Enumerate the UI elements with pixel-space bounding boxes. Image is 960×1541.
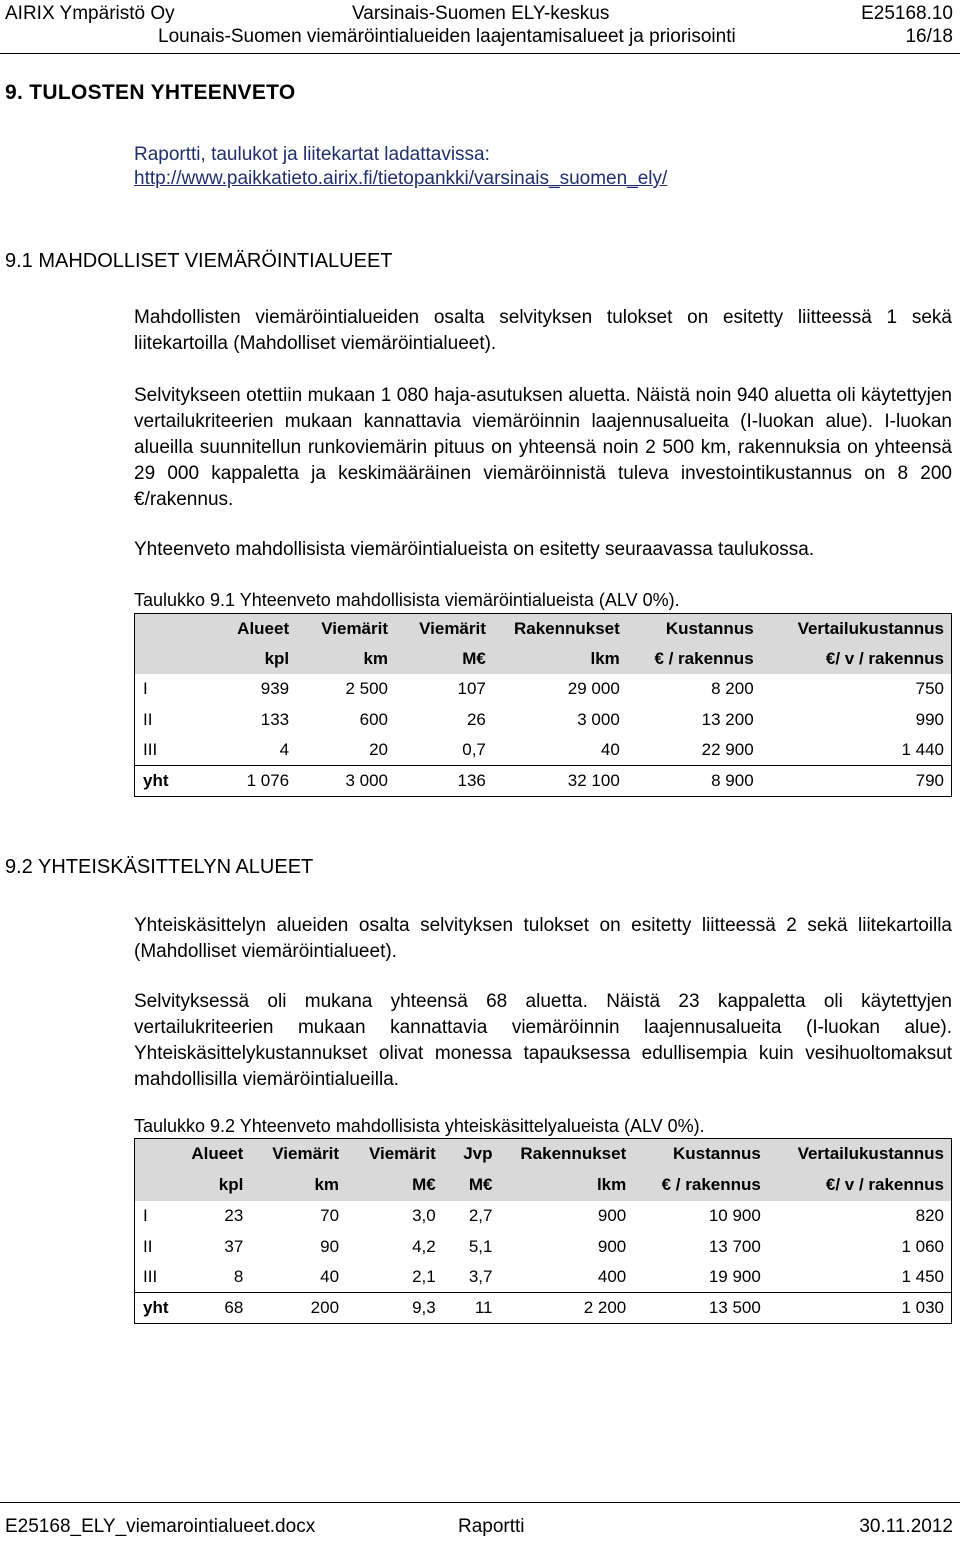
table-9-2: [134, 1138, 952, 1324]
unit-cell: kpl: [199, 645, 296, 674]
table-cell: 900: [597, 1206, 627, 1225]
table-cell: 29 000: [567, 679, 620, 698]
table-cell: 40: [600, 739, 620, 759]
unit-cell: M€: [395, 645, 493, 674]
table-header-row: [135, 1139, 952, 1170]
unit-cell: kpl: [184, 1170, 250, 1201]
footer-filename: E25168_ELY_viemarointialueet.docx: [5, 1516, 316, 1537]
download-text: Raportti, taulukot ja liitekartat ladattavissa:: [134, 144, 490, 165]
header-cell: Alueet: [199, 614, 296, 645]
subsection-title-9-2: 9.2 YHTEISKÄSITTELYN ALUEET: [5, 856, 314, 878]
table-cell: 750: [915, 679, 944, 698]
table-cell: 13 700: [708, 1236, 761, 1256]
header-company: AIRIX Ympäristö Oy: [5, 3, 175, 24]
total-cell: 1 030: [768, 1293, 952, 1324]
table-row: [135, 1201, 952, 1232]
total-cell: yht: [135, 1293, 185, 1324]
table-cell: 400: [597, 1266, 627, 1286]
table-cell: 26: [466, 709, 486, 729]
paragraph-9-1-results: Selvitykseen otettiin mukaan 1 080 haja-asutuksen aluetta. Näistä noin 940 aluetta oli käytettyjen vertailukriteerien mukaan kannattavia viemäröinnin laajennusalueita (I-luokan alue). I-luokan alueilla suunnitellun runkoviemärin pituus on yhteensä noin 2 500 km, rakennuksia on yhteensä 29 000 kappaletta ja keskimääräinen viemäröinnistä tuleva investointikustannus on 8 200 €/rakennus.: [134, 385, 952, 510]
unit-cell: € / rakennus: [627, 645, 761, 674]
unit-cell: km: [296, 645, 395, 674]
paragraph-9-1-summary: Yhteenveto mahdollisista viemäröintialueista on esitetty seuraavassa taulukossa.: [134, 539, 815, 560]
footer-divider: [0, 1502, 960, 1503]
total-cell: 790: [761, 766, 952, 797]
table-cell: 8 200: [711, 679, 754, 698]
unit-cell: [135, 645, 200, 674]
header-cell: Vertailukustannus: [761, 614, 952, 645]
table-cell: II: [143, 1236, 153, 1256]
table-cell: 3,7: [468, 1266, 493, 1286]
unit-cell: lkm: [493, 645, 627, 674]
paragraph-9-2-results: Selvityksessä oli mukana yhteensä 68 aluetta. Näistä 23 kappaletta oli käytettyjen vertailukriteerien mukaan kannattavia viemäröinnin laajennusalueita (I-luokan alue). Yhteiskäsittelykustannukset olivat monessa tapauksessa edullisempia kuin vesihuoltomaksut mahdollisilla viemäröintialueilla.: [134, 991, 952, 1090]
table-total-row: [135, 1293, 952, 1324]
table-row: [135, 1262, 952, 1293]
header-cell: Kustannus: [633, 1139, 768, 1170]
section-title: 9. TULOSTEN YHTEENVETO: [5, 81, 296, 104]
table-cell: 2,7: [468, 1206, 493, 1225]
table-unit-row: [135, 645, 952, 674]
table-unit-row: [135, 1170, 952, 1201]
table-9-1-caption: Taulukko 9.1 Yhteenveto mahdollisista viemäröintialueista (ALV 0%).: [134, 590, 680, 610]
total-cell: 13 500: [633, 1293, 768, 1324]
header-divider: [0, 53, 960, 54]
header-project-number: E25168.10: [861, 3, 953, 24]
header-cell: Viemärit: [296, 614, 395, 645]
header-cell: Vertailukustannus: [768, 1139, 952, 1170]
total-cell: 32 100: [493, 766, 627, 797]
table-cell: 1 440: [901, 739, 944, 759]
header-client: Varsinais-Suomen ELY-keskus: [352, 3, 610, 24]
table-cell: 900: [597, 1236, 627, 1256]
total-cell: 3 000: [296, 766, 395, 797]
unit-cell: €/ v / rakennus: [761, 645, 952, 674]
table-cell: 13 200: [701, 709, 754, 729]
footer-document-type: Raportti: [458, 1516, 525, 1537]
table-cell: 19 900: [708, 1266, 761, 1286]
header-cell: [135, 1139, 185, 1170]
total-cell: 200: [250, 1293, 346, 1324]
download-link[interactable]: http://www.paikkatieto.airix.fi/tietopankki/varsinais_suomen_ely/: [134, 168, 668, 189]
unit-cell: € / rakennus: [633, 1170, 768, 1201]
total-cell: 68: [184, 1293, 250, 1324]
table-cell: 990: [915, 709, 944, 729]
total-cell: 8 900: [627, 766, 761, 797]
table-cell: 4,2: [412, 1236, 436, 1256]
table-cell: 40: [320, 1266, 340, 1286]
table-cell: II: [143, 709, 153, 729]
table-9-1: [134, 613, 952, 797]
total-cell: 136: [395, 766, 493, 797]
unit-cell: €/ v / rakennus: [768, 1170, 952, 1201]
table-cell: 1 450: [901, 1266, 944, 1286]
table-cell: I: [143, 1206, 148, 1225]
total-cell: yht: [135, 766, 200, 797]
table-row: [135, 1232, 952, 1262]
table-cell: 90: [320, 1236, 340, 1256]
table-cell: 70: [320, 1206, 340, 1225]
table-cell: I: [143, 679, 148, 698]
unit-cell: M€: [443, 1170, 500, 1201]
table-9-2-caption: Taulukko 9.2 Yhteenveto mahdollisista yhteiskäsittelyalueista (ALV 0%).: [134, 1116, 705, 1136]
table-cell: 10 900: [708, 1206, 761, 1225]
table-cell: 820: [915, 1206, 944, 1225]
header-cell: Viemärit: [395, 614, 493, 645]
table-row: [135, 705, 952, 735]
header-cell: Rakennukset: [499, 1139, 633, 1170]
table-cell: 3 000: [577, 709, 620, 729]
total-cell: 1 076: [199, 766, 296, 797]
table-cell: 1 060: [901, 1236, 944, 1256]
download-block: [134, 143, 667, 191]
header-document-title: Lounais-Suomen viemäröintialueiden laajentamisalueet ja priorisointi: [158, 26, 736, 47]
header-cell: [135, 614, 200, 645]
table-cell: III: [143, 739, 158, 759]
table-cell: 3,0: [412, 1206, 436, 1225]
table-cell: 5,1: [468, 1236, 493, 1256]
table-row: [135, 735, 952, 766]
table-total-row: [135, 766, 952, 797]
table-cell: 939: [260, 679, 290, 698]
paragraph-9-1-intro: Mahdollisten viemäröintialueiden osalta selvityksen tulokset on esitetty liitteessä 1 sekä liitekartoilla (Mahdolliset viemäröintialueet).: [134, 307, 952, 354]
table-cell: 0,7: [462, 739, 486, 759]
total-cell: 2 200: [499, 1293, 633, 1324]
subsection-title-9-1: 9.1 MAHDOLLISET VIEMÄRÖINTIALUEET: [5, 250, 393, 272]
unit-cell: km: [250, 1170, 346, 1201]
header-cell: Viemärit: [250, 1139, 346, 1170]
table-cell: 8: [233, 1266, 244, 1286]
header-page-number: 16/18: [905, 26, 953, 47]
paragraph-9-2-intro: Yhteiskäsittelyn alueiden osalta selvityksen tulokset on esitetty liitteessä 2 sekä liitekartoilla (Mahdolliset viemäröintialueet).: [134, 915, 952, 962]
table-header-row: [135, 614, 952, 645]
table-cell: III: [143, 1266, 158, 1286]
table-cell: 20: [369, 739, 389, 759]
unit-cell: M€: [346, 1170, 443, 1201]
total-cell: 11: [443, 1293, 500, 1324]
header-cell: Rakennukset: [493, 614, 627, 645]
unit-cell: lkm: [499, 1170, 633, 1201]
header-cell: Kustannus: [627, 614, 761, 645]
table-cell: 600: [359, 709, 389, 729]
header-cell: Alueet: [184, 1139, 250, 1170]
table-cell: 2 500: [345, 679, 389, 698]
footer-date: 30.11.2012: [859, 1516, 953, 1537]
table-cell: 23: [224, 1206, 244, 1225]
table-cell: 37: [224, 1236, 244, 1256]
table-row: [135, 674, 952, 705]
header-cell: Jvp: [443, 1139, 500, 1170]
unit-cell: [135, 1170, 185, 1201]
table-cell: 107: [457, 679, 486, 698]
table-cell: 4: [279, 739, 290, 759]
table-cell: 22 900: [701, 739, 754, 759]
table-cell: 2,1: [412, 1266, 436, 1286]
total-cell: 9,3: [346, 1293, 443, 1324]
header-cell: Viemärit: [346, 1139, 443, 1170]
table-cell: 133: [260, 709, 290, 729]
